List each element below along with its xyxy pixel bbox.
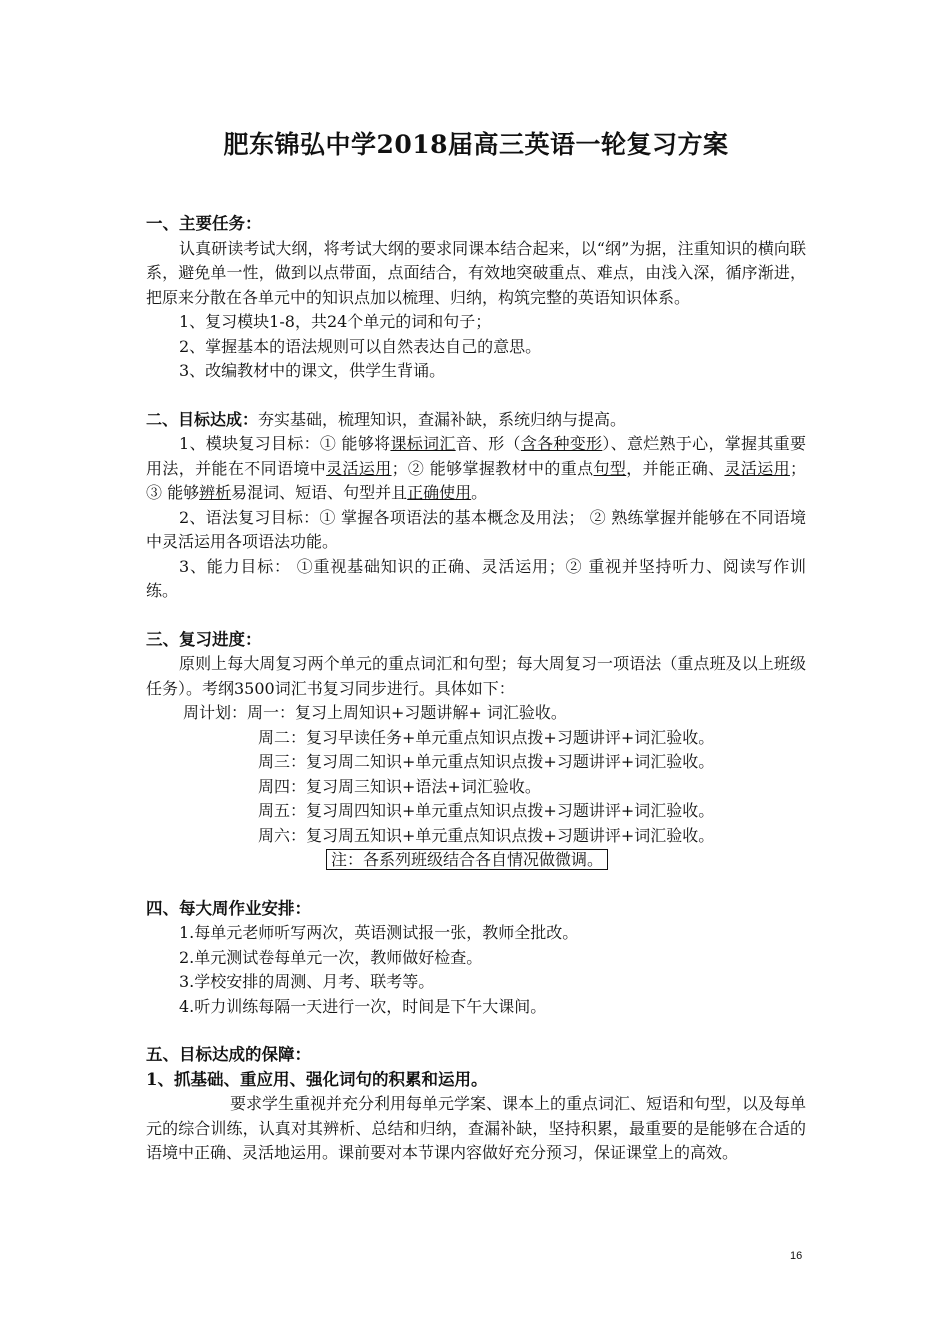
section-1-item: 3、改编教材中的课文，供学生背诵。 [179, 361, 446, 380]
section-2-heading-line [146, 408, 806, 433]
weekly-plan-item: 周五：复习周四知识+单元重点知识点拨+习题讲评+词汇验收。 [258, 801, 715, 820]
boxed-note: 注：各系列班级结合各自情况做微调。 [326, 849, 608, 870]
document-title: 肥东锦弘中学2018届高三英语一轮复习方案 [223, 130, 729, 159]
section-1-paragraph: 认真研读考试大纲，将考试大纲的要求同课本结合起来，以“纲”为据，注重知识的横向联系，避免单一性，做到以点带面，点面结合，有效地突破重点、难点，由浅入深，循序渐进，把原来分散在各单元中的知识点加以梳理、归纳，构筑完整的英语知识体系。 [146, 238, 806, 307]
section-1-item: 1、复习模块1-8，共24个单元的词和句子； [179, 312, 492, 331]
section-1-heading: 一、主要任务： [146, 214, 262, 233]
section-4-item: 2.单元测试卷每单元一次，教师做好检查。 [179, 947, 483, 967]
weekly-plan-first [146, 701, 806, 726]
weekly-plan-item: 周三：复习周二知识+单元重点知识点拨+习题讲评+词汇验收。 [258, 752, 715, 771]
weekly-plan-label: 周计划： [183, 703, 248, 722]
section-4-item: 4.听力训练每隔一天进行一次，时间是下午大课间。 [179, 996, 547, 1016]
section-5-paragraph: 要求学生重视并充分利用每单元学案、课本上的重点词汇、短语和句型，以及每单元的综合训练，认真对其辨析、总结和归纳，查漏补缺，坚持积累，最重要的是能够在合适的语境中正确、灵活地运用。课前要对本节课内容做好充分预习，保证课堂上的高效。 [146, 1094, 807, 1162]
section-2-goal-1: 1、模块复习目标：① 能够将课标词汇音、形（含各种变形）、意烂熟于心，掌握其重要用法，并能在不同语境中灵活运用；② 能够掌握教材中的重点句型，并能正确、灵活运用； ③ 能够辨析易混词、短语、句型并且正确使用。 [146, 434, 806, 502]
section-3-heading: 三、复习进度： [146, 629, 262, 649]
section-5-subheading: 1、抓基础、重应用、强化词句的积累和运用。 [146, 1069, 488, 1089]
section-4-heading: 四、每大周作业安排： [146, 898, 311, 918]
document-page [146, 130, 806, 1166]
section-1-item: 2、掌握基本的语法规则可以自然表达自己的意思。 [179, 336, 542, 356]
section-4-item: 1.每单元老师听写两次，英语测试报一张，教师全批改。 [179, 923, 579, 942]
section-4-item: 3.学校安排的周测、月考、联考等。 [179, 972, 435, 991]
weekly-plan-item: 周一：复习上周知识+习题讲解+ 词汇验收。 [247, 703, 567, 722]
weekly-plan-item: 周四：复习周三知识+语法+词汇验收。 [258, 776, 541, 796]
section-2-goal-2: 2、语法复习目标：① 掌握各项语法的基本概念及用法； ② 熟练掌握并能够在不同语境中灵活运用各项语法功能。 [146, 507, 806, 551]
section-2-heading-tail: 夯实基础，梳理知识，查漏补缺，系统归纳与提高。 [258, 409, 627, 429]
section-2-goal-3: 3、能力目标： ①重视基础知识的正确、灵活运用；② 重视并坚持听力、阅读写作训练。 [146, 556, 806, 600]
weekly-plan-item: 周六：复习周五知识+单元重点知识点拨+习题讲评+词汇验收。 [258, 825, 715, 845]
section-2-heading: 二、目标达成： [146, 409, 259, 429]
section-3-paragraph: 原则上每大周复习两个单元的重点词汇和句型；每大周复习一项语法（重点班及以上班级任务）。考纲3500词汇书复习同步进行。具体如下： [146, 654, 806, 698]
weekly-plan-item: 周二：复习早读任务+单元重点知识点拨+习题讲评+词汇验收。 [258, 727, 715, 747]
page-number: 16 [790, 1250, 803, 1262]
section-5-heading: 五、目标达成的保障： [146, 1045, 311, 1064]
